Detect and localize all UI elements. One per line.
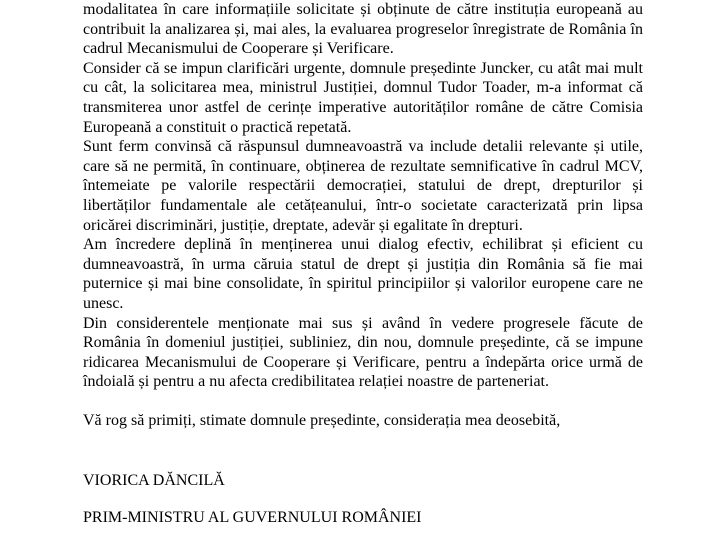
spacer bbox=[83, 430, 643, 471]
spacer bbox=[83, 392, 643, 411]
spacer bbox=[83, 491, 643, 508]
letter-page bbox=[83, 0, 643, 528]
signature-title: PRIM-MINISTRU AL GUVERNULUI ROMÂNIEI bbox=[83, 509, 422, 527]
paragraph-clarifications: Consider că se impun clarificări urgente, domnule președinte Juncker, cu atât mai mult cu cât, la solicitarea mea, ministrul Justiției, domnul Tudor Toader, m-a informat că transmiterea unor astfel de cerințe imperative autorităților române de către Comisia Europeană a constituit o practică repetată. bbox=[83, 59, 643, 136]
paragraph-mcv-evaluation: modalitatea în care informațiile solicitate și obținute de către instituția europeană au contribuit la analizarea și, mai ales, la evaluarea progreselor înregistrate de România în cadrul Mecanismului de Cooperare și Verificare. bbox=[83, 1, 643, 58]
paragraph-response-expectation: Sunt ferm convinsă că răspunsul dumneavoastră va include detalii relevante și utile, care să ne permită, în continuare, obținerea de rezultate semnificative în cadrul MCV, întemeiate pe valorile respectării democrației, statului de drept, drepturilor și libertăților fundamentale ale cetățeanului, într-o societate caracterizată prin lipsa oricărei discriminări, justiție, dreptate, adevăr și egalitate în drepturi. bbox=[83, 138, 643, 234]
paragraph-lift-mechanism: Din considerentele menționate mai sus și având în vedere progresele făcute de România în domeniul justiției, subliniez, din nou, domnule președinte, că se impune ridicarea Mecanismului de Cooperare și Verificare, pentru a îndepărta orice urmă de îndoială și pentru a nu afecta credibilitatea relației noastre de parteneriat. bbox=[83, 314, 643, 391]
signature-name: VIORICA DĂNCILĂ bbox=[83, 472, 225, 490]
closing-line: Vă rog să primiți, stimate domnule președinte, considerația mea deosebită, bbox=[83, 411, 561, 429]
paragraph-dialogue: Am încredere deplină în menținerea unui dialog efectiv, echilibrat și eficient cu dumneavoastră, în urma căruia statul de drept și justiția din România să fie mai puternice și mai bine consolidate, în spiritul principiilor și valorilor europene care ne unesc. bbox=[83, 236, 643, 312]
